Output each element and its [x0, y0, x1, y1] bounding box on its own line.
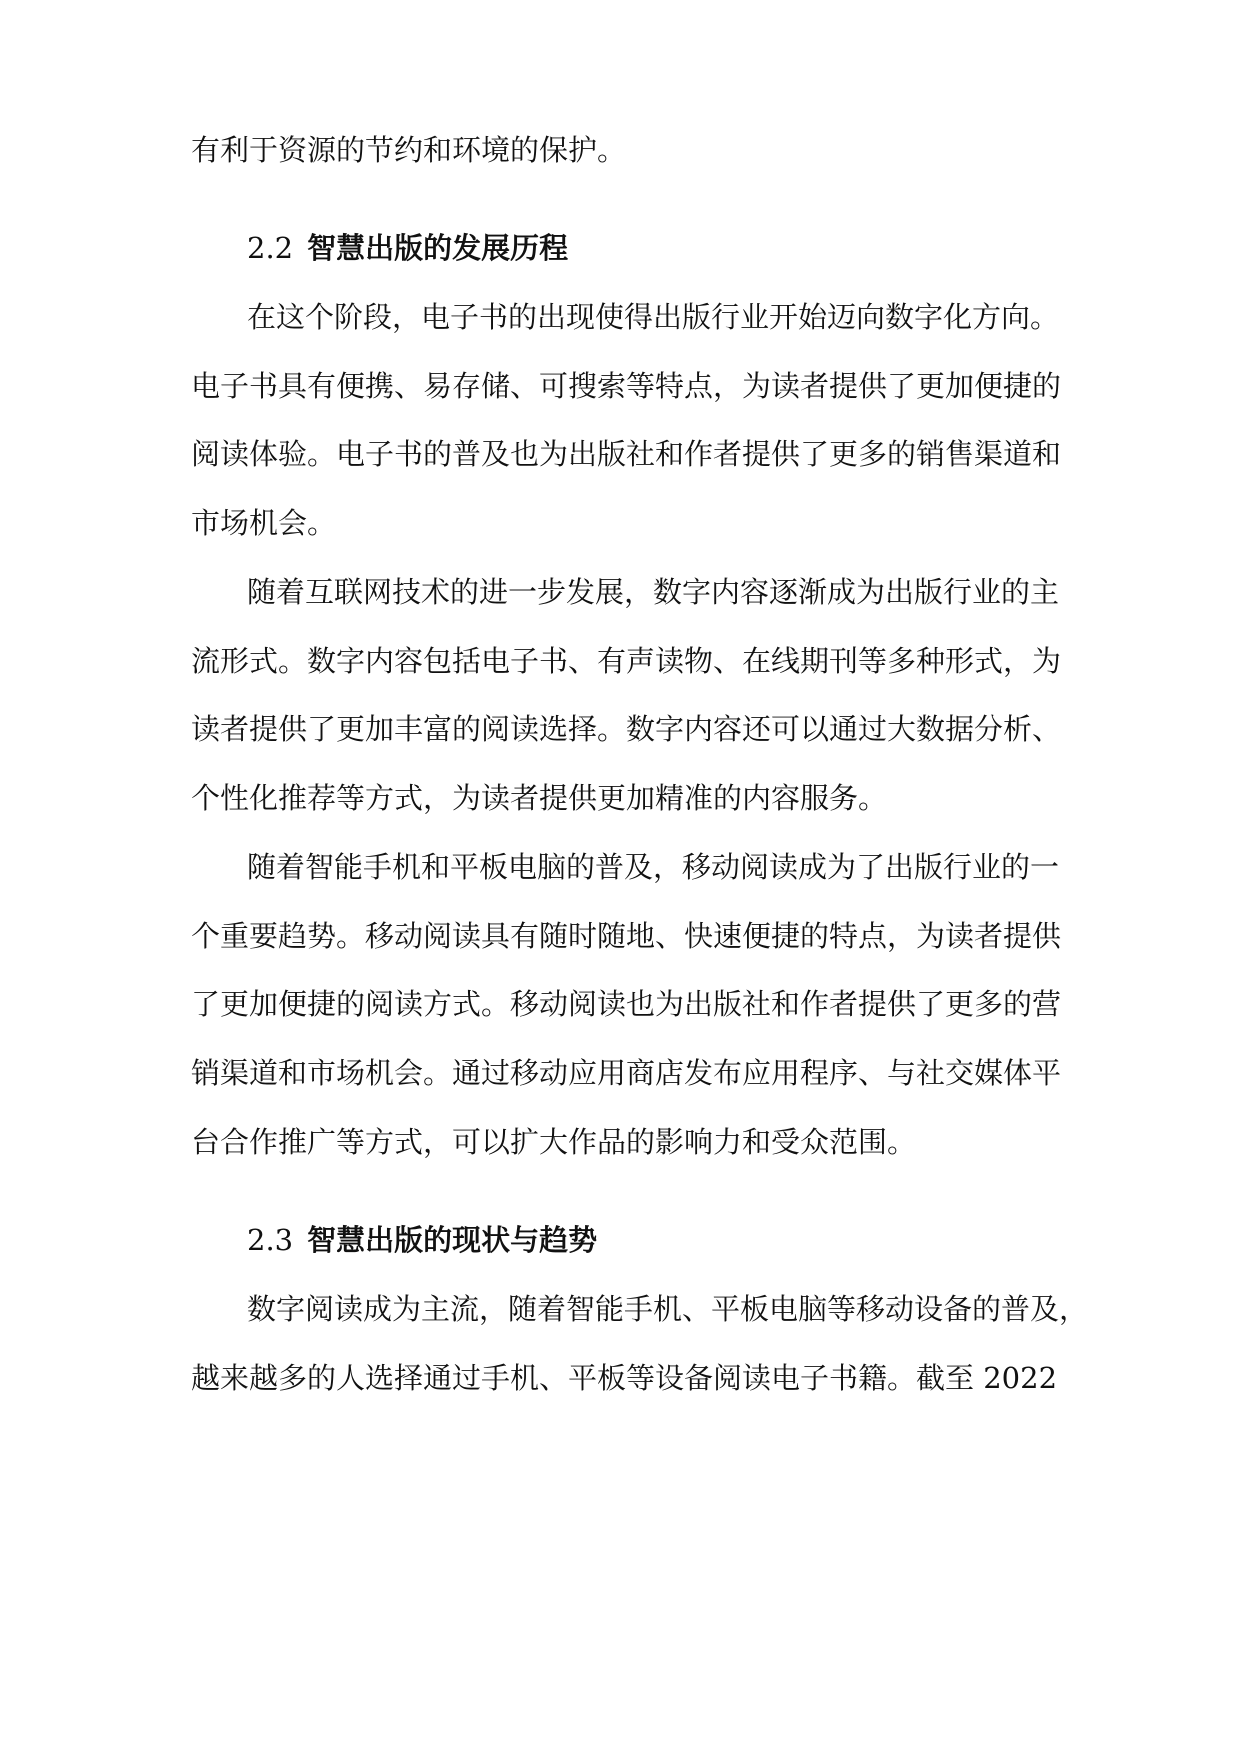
paragraph-line: 个重要趋势。移动阅读具有随时随地、快速便捷的特点，为读者提供 [191, 919, 1062, 953]
paragraph-line: 流形式。数字内容包括电子书、有声读物、在线期刊等多种形式，为 [191, 644, 1062, 678]
section-heading-2-3 [247, 1220, 597, 1260]
paragraph-line: 越来越多的人选择通过手机、平板等设备阅读电子书籍。截至 2022 [191, 1361, 1058, 1395]
section-heading-2-2 [247, 228, 568, 268]
paragraph-line: 随着互联网技术的进一步发展，数字内容逐渐成为出版行业的主 [247, 575, 1060, 609]
paragraph-line: 个性化推荐等方式，为读者提供更加精准的内容服务。 [191, 781, 888, 815]
paragraph-line: 销渠道和市场机会。通过移动应用商店发布应用程序、与社交媒体平 [191, 1056, 1062, 1090]
paragraph-line: 数字阅读成为主流，随着智能手机、平板电脑等移动设备的普及， [247, 1292, 1089, 1326]
paragraph-line: 台合作推广等方式，可以扩大作品的影响力和受众范围。 [191, 1125, 917, 1159]
section-title: 智慧出版的现状与趋势 [307, 1223, 598, 1257]
paragraph-line: 市场机会。 [191, 506, 337, 540]
paragraph-line: 电子书具有便携、易存储、可搜索等特点，为读者提供了更加便捷的 [191, 369, 1062, 403]
section-number: 2.3 [247, 1223, 294, 1257]
paragraph-line: 有利于资源的节约和环境的保护。 [191, 133, 627, 167]
paragraph-line: 读者提供了更加丰富的阅读选择。数字内容还可以通过大数据分析、 [191, 712, 1062, 746]
paragraph-line: 了更加便捷的阅读方式。移动阅读也为出版社和作者提供了更多的营 [191, 987, 1062, 1021]
paragraph-line: 阅读体验。电子书的普及也为出版社和作者提供了更多的销售渠道和 [191, 437, 1062, 471]
paragraph-line: 随着智能手机和平板电脑的普及，移动阅读成为了出版行业的一 [247, 850, 1060, 884]
paragraph-line: 在这个阶段，电子书的出现使得出版行业开始迈向数字化方向。 [247, 300, 1060, 334]
section-number: 2.2 [247, 231, 294, 265]
section-title: 智慧出版的发展历程 [307, 231, 569, 265]
